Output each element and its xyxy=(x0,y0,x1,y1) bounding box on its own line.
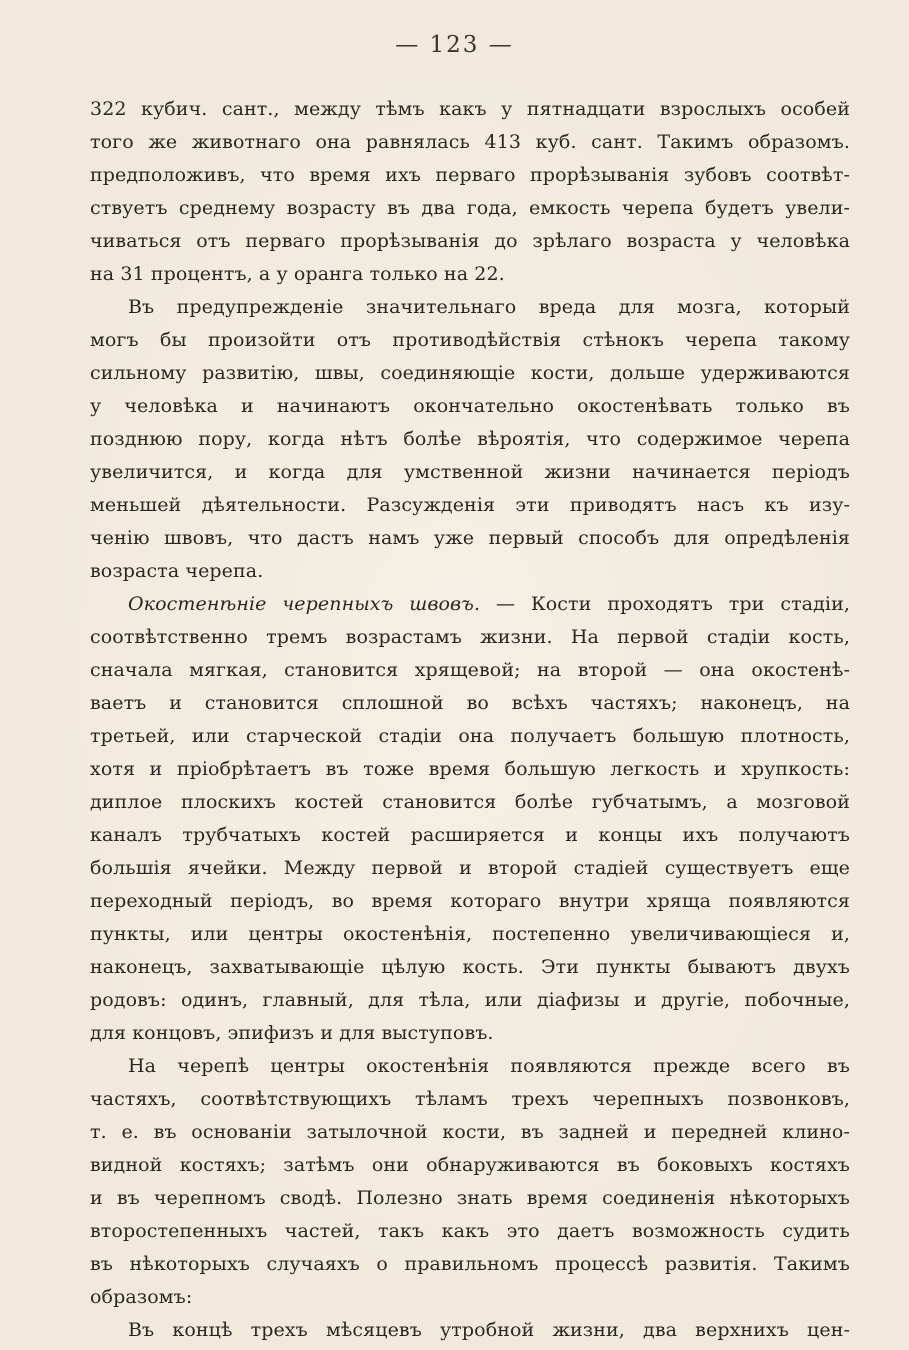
text-line: сильному развитію, швы, соединяющіе кости, дольше удерживаются xyxy=(90,362,850,384)
text-line: т. е. въ основаніи затылочной кости, въ задней и передней клино- xyxy=(90,1121,850,1143)
text-line: чиваться отъ перваго прорѣзыванія до зрѣлаго возраста у человѣка xyxy=(90,230,850,252)
text-line: переходный періодъ, во время котораго внутри хряща появляются xyxy=(90,890,850,912)
section-heading-line xyxy=(90,588,850,621)
text-line: третьей, или старческой стадіи она получаетъ большую плотность, xyxy=(90,725,850,747)
text-line: второстепенныхъ частей, такъ какъ это даетъ возможность судить xyxy=(90,1220,850,1242)
body-text xyxy=(90,93,850,1347)
text-line: позднюю пору, когда нѣтъ болѣе вѣроятія, что содержимое черепа xyxy=(90,428,850,450)
text-line: Въ предупрежденіе значительнаго вреда для мозга, который xyxy=(128,296,850,318)
text-line: сначала мягкая, становится хрящевой; на второй — она окостенѣ- xyxy=(90,659,850,681)
text-line: того же животнаго она равнялась 413 куб. сант. Такимъ образомъ. xyxy=(90,131,850,153)
text-line: хотя и пріобрѣтаетъ въ тоже время большую легкость и хрупкость: xyxy=(90,758,850,780)
text-line: каналъ трубчатыхъ костей расширяется и концы ихъ получаютъ xyxy=(90,824,850,846)
text-line: предположивъ, что время ихъ перваго прорѣзыванія зубовъ соотвѣт- xyxy=(90,164,850,186)
text-line: большія ячейки. Между первой и второй стадіей существуетъ еще xyxy=(90,857,850,879)
text-line: родовъ: одинъ, главный, для тѣла, или діафизы и другіе, побочные, xyxy=(90,989,850,1011)
text-line: возраста черепа. xyxy=(90,560,264,582)
text-line: наконецъ, захватывающіе цѣлую кость. Эти пункты бываютъ двухъ xyxy=(90,956,850,978)
text-line: могъ бы произойти отъ противодѣйствія стѣнокъ черепа такому xyxy=(90,329,850,351)
text-line: на 31 процентъ, а у оранга только на 22. xyxy=(90,263,505,285)
text-line: ваетъ и становится сплошной во всѣхъ частяхъ; наконецъ, на xyxy=(90,692,850,714)
text-line: меньшей дѣятельности. Разсужденія эти приводятъ насъ къ изу- xyxy=(90,494,850,516)
text-line: увеличится, и когда для умственной жизни начинается періодъ xyxy=(90,461,850,483)
text-line: диплое плоскихъ костей становится болѣе губчатымъ, а мозговой xyxy=(90,791,850,813)
text-line: образомъ: xyxy=(90,1286,193,1308)
text-line: 322 кубич. сант., между тѣмъ какъ у пятнадцати взрослыхъ особей xyxy=(90,98,850,120)
text-line: пункты, или центры окостенѣнія, постепенно увеличивающіеся и, xyxy=(90,923,850,945)
text-line: Въ концѣ трехъ мѣсяцевъ утробной жизни, два верхнихъ цен- xyxy=(128,1319,850,1341)
text-line: въ нѣкоторыхъ случаяхъ о правильномъ процессѣ развитія. Такимъ xyxy=(90,1253,850,1275)
text-line: ченію швовъ, что дастъ намъ уже первый способъ для опредѣленія xyxy=(90,527,850,549)
text-line: для концовъ, эпифизъ и для выступовъ. xyxy=(90,1022,494,1044)
text-line-rest: — Кости проходятъ три стадіи, xyxy=(480,593,850,615)
text-line: видной костяхъ; затѣмъ они обнаруживаются въ боковыхъ костяхъ xyxy=(90,1154,850,1176)
page-number: — 123 — xyxy=(395,32,514,58)
text-line: и въ черепномъ сводѣ. Полезно знать время соединенія нѣкоторыхъ xyxy=(90,1187,850,1209)
section-heading: Окостенѣніе черепныхъ швовъ. xyxy=(128,593,481,615)
text-line: у человѣка и начинаютъ окончательно окостенѣвать только въ xyxy=(90,395,850,417)
text-line: На черепѣ центры окостенѣнія появляются прежде всего въ xyxy=(128,1055,850,1077)
text-line: ствуетъ среднему возрасту въ два года, емкость черепа будетъ увели- xyxy=(90,197,850,219)
text-line: соотвѣтственно тремъ возрастамъ жизни. На первой стадіи кость, xyxy=(90,626,850,648)
text-line: частяхъ, соотвѣтствующихъ тѣламъ трехъ черепныхъ позвонковъ, xyxy=(90,1088,850,1110)
